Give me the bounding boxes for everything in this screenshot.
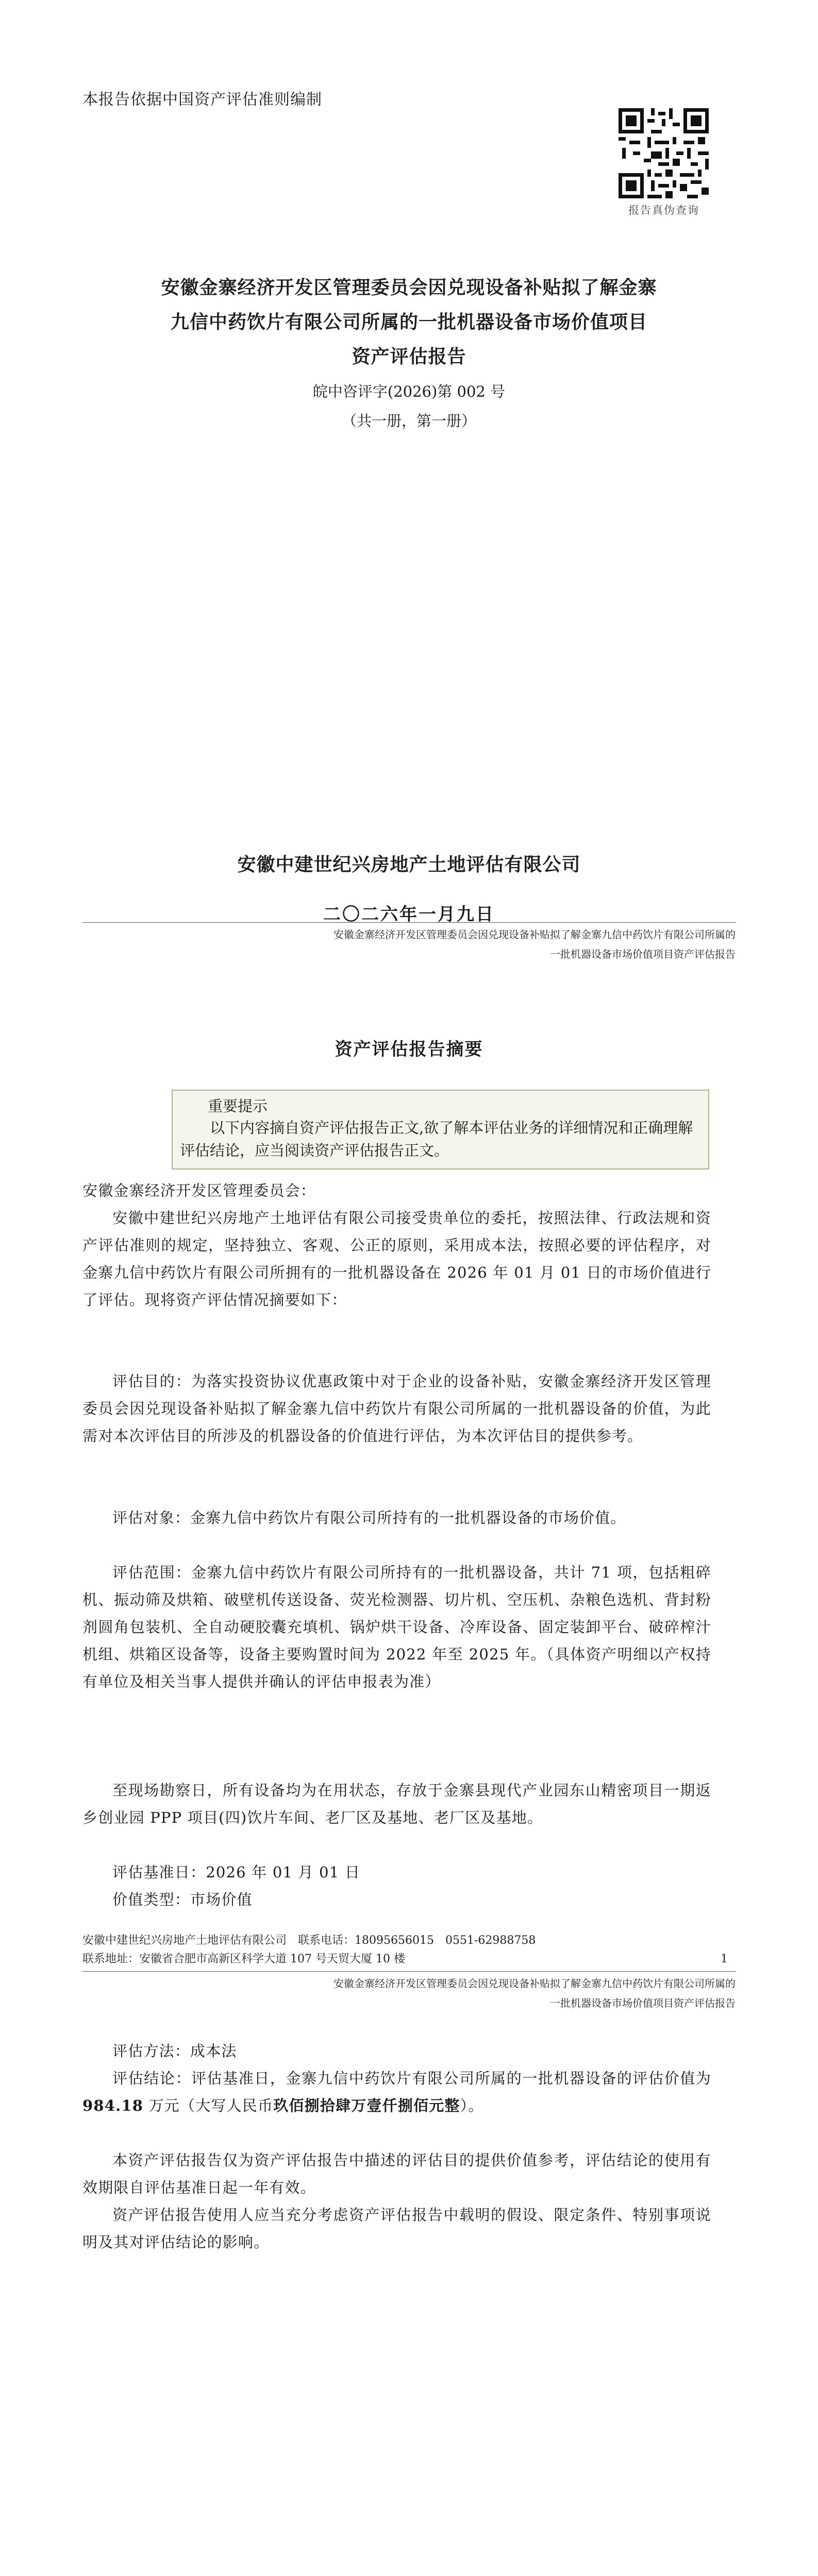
running-header-line2: 一批机器设备市场价值项目资产评估报告: [550, 948, 736, 960]
intro-paragraph: 安徽中建世纪兴房地产土地评估有限公司接受贵单位的委托，按照法律、行政法规和资产评估准则的规定，坚持独立、客观、公正的原则，采用成本法，按照必要的评估程序，对金寨九信中药饮片有限公司所拥有的一批机器设备在 2026 年 01 月 01 日的市场价值进行了评估。现将资产评估情况摘要如下：: [82, 1209, 711, 1309]
validity-paragraph: 本资产评估报告仅为资产评估报告中描述的评估目的提供价值参考，评估结论的使用有效期限自评估基准日起一年有效。: [82, 2151, 711, 2196]
important-notice-box: [172, 1090, 709, 1170]
running-header-line1: 安徽金寨经济开发区管理委员会因兑现设备补贴拟了解金寨九信中药饮片有限公司所属的: [333, 1977, 736, 1990]
footer-address: 安徽省合肥市高新区科学大道 107 号天贸大厦 10 楼: [139, 1953, 405, 1965]
footer-company: 安徽中建世纪兴房地产土地评估有限公司: [82, 1934, 287, 1947]
running-header-line2: 一批机器设备市场价值项目资产评估报告: [550, 1997, 736, 2009]
report-title-line1: 安徽金寨经济开发区管理委员会因兑现设备补贴拟了解金寨: [161, 277, 657, 298]
appraisal-org-name: 安徽中建世纪兴房地产土地评估有限公司: [237, 854, 581, 875]
purpose-paragraph: 评估目的：为落实投资协议优惠政策中对于企业的设备补贴，安徽金寨经济开发区管理委员会因兑现设备补贴拟了解金寨九信中药饮片有限公司所属的一批机器设备的价值，为此需对本次评估目的所涉及的机器设备的价值进行评估，为本次评估目的提供参考。: [82, 1372, 711, 1445]
qr-code-icon[interactable]: [619, 108, 709, 198]
footer-address-row: [82, 1950, 736, 1969]
addressee: 安徽金寨经济开发区管理委员会：: [82, 1182, 316, 1199]
conclusion-paragraph: [82, 2065, 711, 2120]
scope-paragraph: 评估范围：金寨九信中药饮片有限公司所持有的一批机器设备，共计 71 项，包括粗碎机、振动筛及烘箱、破壁机传送设备、荧光检测器、切片机、空压机、杂粮色选机、背封粉剂圆角包装机、全自动硬胶囊充填机、锅炉烘干设备、冷库设备、固定装卸平台、破碎榨汁机组、烘箱区设备等，设备主要购置时间为 2022 年至 2025 年。（具体资产明细以产权持有单位及相关当事人提供并确认的评估申报表为准）: [82, 1564, 711, 1690]
method-paragraph: 评估方法：成本法: [112, 2042, 237, 2060]
report-basis-note: 本报告依据中国资产评估准则编制: [82, 91, 322, 109]
appraised-value: 984.18: [82, 2097, 144, 2114]
footer-address-label: 联系地址：: [82, 1953, 140, 1965]
notice-title: 重要提示: [208, 1097, 268, 1115]
object-paragraph: 评估对象：金寨九信中药饮片有限公司所持有的一批机器设备的市场价值。: [112, 1509, 626, 1527]
page-footer: [82, 1931, 736, 1969]
running-header-line1: 安徽金寨经济开发区管理委员会因兑现设备补贴拟了解金寨九信中药饮片有限公司所属的: [333, 928, 736, 941]
site-paragraph: 至现场勘察日，所有设备均为在用状态，存放于金寨县现代产业园东山精密项目一期返乡创业园 PPP 项目(四)饮片车间、老厂区及基地、老厂区及基地。: [82, 1782, 711, 1826]
running-header: [82, 922, 736, 964]
report-number: 皖中咨评字(2026)第 002 号: [312, 383, 506, 400]
users-paragraph: 资产评估报告使用人应当充分考虑资产评估报告中载明的假设、限定条件、特别事项说明及其对评估结论的影响。: [82, 2206, 711, 2251]
footer-phone-label: 联系电话：: [298, 1934, 355, 1947]
conclusion-text-b: 万元（大写人民币: [143, 2097, 274, 2114]
notice-body: 以下内容摘自资产评估报告正文,欲了解本评估业务的详细情况和正确理解评估结论，应当阅读资产评估报告正文。: [180, 1119, 693, 1159]
running-header: [82, 1971, 736, 2013]
report-title-line2: 九信中药饮片有限公司所属的一批机器设备市场价值项目: [170, 311, 647, 333]
report-title-line3: 资产评估报告: [352, 346, 466, 367]
value-type: 价值类型：市场价值: [112, 1891, 253, 1908]
qr-caption: 报告真伪查询: [628, 204, 699, 216]
summary-title: 资产评估报告摘要: [335, 1039, 483, 1060]
footer-company-row: [82, 1931, 736, 1950]
volume-note: （共一册，第一册）: [341, 412, 476, 430]
page-number: 1: [721, 1953, 728, 1965]
report-date: 二〇二六年一月九日: [323, 904, 495, 925]
appraised-value-in-words: 玖佰捌拾肆万壹仟捌佰元整: [273, 2097, 460, 2114]
conclusion-text-a: 评估结论：评估基准日，金寨九信中药饮片有限公司所属的一批机器设备的评估价值为: [112, 2070, 711, 2087]
conclusion-text-c: ）。: [460, 2097, 484, 2114]
base-date: 评估基准日：2026 年 01 月 01 日: [112, 1863, 361, 1881]
footer-phone: 18095656015 0551-62988758: [355, 1934, 536, 1947]
